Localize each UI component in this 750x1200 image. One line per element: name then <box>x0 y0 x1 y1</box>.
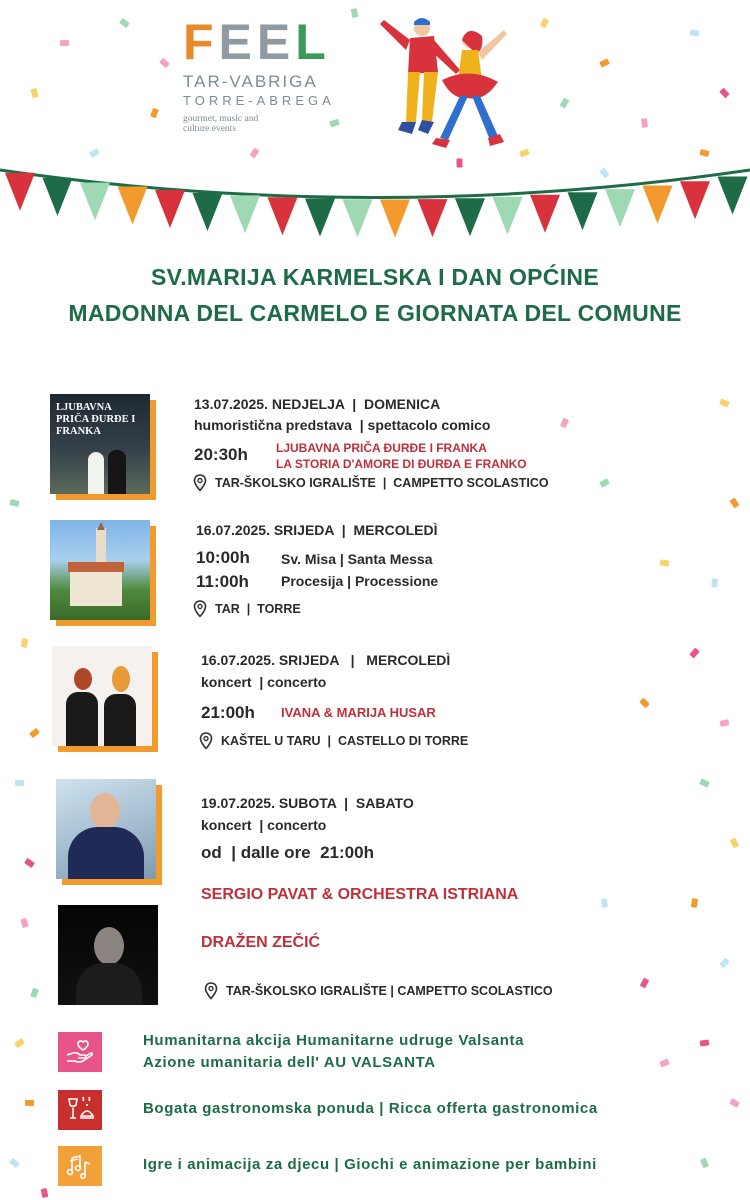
event-time: od | dalle ore 21:00h <box>201 843 374 862</box>
performer-head <box>90 793 120 829</box>
bunting-garland <box>0 150 750 250</box>
bunting-flag <box>268 197 298 235</box>
performer-head <box>94 927 124 965</box>
confetti-piece <box>641 118 648 128</box>
confetti-piece <box>9 1158 20 1168</box>
event-husar-concert <box>0 642 750 752</box>
event-location: TAR | TORRE <box>193 600 301 618</box>
event-location: TAR-ŠKOLSKO IGRALIŠTE | CAMPETTO SCOLASTICO <box>204 982 553 1000</box>
confetti-piece <box>729 1098 740 1108</box>
bunting-flag <box>118 187 148 225</box>
logo-wordmark <box>183 14 343 70</box>
bunting-flag <box>155 190 185 228</box>
confetti-piece <box>9 499 19 507</box>
event-type: koncert | concerto <box>201 817 327 833</box>
confetti-piece <box>659 1058 670 1067</box>
tower-spire <box>97 522 105 530</box>
singer-1 <box>66 692 98 746</box>
confetti-piece <box>119 18 130 28</box>
performer-photo-pavat <box>56 779 156 879</box>
logo-letter: E <box>256 14 292 70</box>
confetti-piece <box>719 88 730 99</box>
bride-figure <box>88 452 104 494</box>
zecic-photo <box>58 905 158 1005</box>
bunting-flag <box>568 192 598 230</box>
event-type: humoristična predstava | spettacolo comico <box>194 417 491 433</box>
event-saturday-concert <box>0 775 750 1015</box>
event-photo <box>52 646 152 746</box>
charity-hand-heart-icon <box>58 1032 102 1072</box>
event-location: KAŠTEL U TARU | CASTELLO DI TORRE <box>199 732 468 750</box>
event-headline <box>0 262 750 328</box>
bunting-flag <box>193 193 223 231</box>
church-building <box>70 570 122 606</box>
confetti-piece <box>30 88 38 98</box>
location-pin-icon <box>204 982 218 1000</box>
bunting-flag <box>418 199 448 237</box>
feature-gastronomy <box>58 1090 598 1130</box>
feature-kids-text: Igre i animacija za djecu | Giochi e animazione per bambini <box>143 1156 597 1173</box>
feature-kids <box>58 1146 597 1186</box>
logo-letter: F <box>183 14 215 70</box>
singer-1-hair <box>74 668 92 690</box>
singer-2 <box>104 694 136 746</box>
feature-charity-text: Humanitarna akcija Humanitarne udruge Valsanta Azione umanitaria dell' AU VALSANTA <box>143 1032 525 1071</box>
event-item-2: Procesija | Processione <box>281 573 439 589</box>
confetti-piece <box>700 1158 709 1169</box>
headline-croatian: SV.MARIJA KARMELSKA I DAN OPĆINE <box>151 264 599 290</box>
pavat-photo <box>56 779 156 879</box>
bunting-flag <box>43 178 73 216</box>
event-item-1: Sv. Misa | Santa Messa <box>281 551 433 567</box>
singers-photo <box>52 646 152 746</box>
logo-letter: E <box>218 14 253 70</box>
feel-logo <box>183 14 343 134</box>
bunting-flag <box>680 181 710 219</box>
performer-suit <box>68 827 144 879</box>
music-notes-icon <box>58 1146 102 1186</box>
church-photo <box>50 520 150 620</box>
bunting-flag <box>605 189 635 227</box>
event-date: 19.07.2025. SUBOTA | SABATO <box>201 795 414 811</box>
confetti-piece <box>540 18 549 29</box>
location-pin-icon <box>199 732 213 750</box>
performer-zecic: DRAŽEN ZEČIĆ <box>201 934 321 951</box>
confetti-piece <box>150 108 159 119</box>
bunting-flag <box>230 195 260 233</box>
dancing-couple-illustration <box>372 10 512 155</box>
logo-town: TAR-VABRIGA <box>183 72 318 91</box>
bunting-flag <box>5 173 35 211</box>
bunting-flag <box>493 197 523 235</box>
bunting-flag <box>80 182 110 220</box>
bunting-flag <box>718 177 748 215</box>
event-date: 16.07.2025. SRIJEDA | MERCOLEDÌ <box>196 522 438 538</box>
performer-suit <box>76 963 142 1005</box>
food-drink-icon <box>58 1090 102 1130</box>
bunting-flag <box>530 195 560 233</box>
confetti-piece <box>599 58 610 67</box>
event-title: LJUBAVNA PRIČA ĐURĐE I FRANKA LA STORIA D'AMORE DI ĐURĐA E FRANKO <box>276 441 527 471</box>
feature-charity <box>58 1032 525 1072</box>
confetti-piece <box>351 8 359 18</box>
singer-2-hair <box>112 666 130 692</box>
event-comedy-show <box>0 390 750 500</box>
confetti-piece <box>41 1188 49 1198</box>
event-poster <box>50 394 150 494</box>
logo-letter: L <box>295 14 327 70</box>
confetti-piece <box>25 1100 34 1106</box>
bunting-flag <box>380 199 410 237</box>
bunting-flag <box>305 199 335 237</box>
groom-figure <box>108 450 126 494</box>
location-pin-icon <box>193 474 207 492</box>
confetti-piece <box>60 40 69 46</box>
church-roof <box>68 562 124 572</box>
performer-pavat: SERGIO PAVAT & ORCHESTRA ISTRIANA <box>201 886 519 903</box>
confetti-piece <box>560 98 570 109</box>
event-time: 21:00h <box>201 703 255 722</box>
event-location: TAR-ŠKOLSKO IGRALIŠTE | CAMPETTO SCOLASTICO <box>193 474 549 492</box>
event-mass-procession <box>0 516 750 626</box>
event-time-2: 11:00h <box>196 572 249 591</box>
event-date: 16.07.2025. SRIJEDA | MERCOLEDÌ <box>201 652 451 668</box>
event-time-1: 10:00h <box>196 548 250 567</box>
feature-gastronomy-text: Bogata gastronomska ponuda | Ricca offerta gastronomica <box>143 1100 598 1117</box>
event-time: 20:30h <box>194 445 248 464</box>
confetti-piece <box>14 1038 25 1048</box>
location-pin-icon <box>193 600 207 618</box>
logo-town-it: TORRE-ABREGA <box>183 93 335 108</box>
bunting-flag <box>343 199 373 237</box>
event-date: 13.07.2025. NEDJELJA | DOMENICA <box>194 396 441 412</box>
event-photo <box>50 520 150 620</box>
event-type: koncert | concerto <box>201 674 327 690</box>
confetti-piece <box>700 1039 710 1046</box>
bunting-flag <box>643 186 673 224</box>
confetti-piece <box>690 29 700 36</box>
poster-title: LJUBAVNA PRIČA ĐURĐE I FRANKA <box>56 402 136 437</box>
performer-photo-zecic <box>58 905 158 1005</box>
poster-image <box>50 394 150 494</box>
logo-tagline: gourmet, music and culture events <box>183 114 259 134</box>
headline-italian: MADONNA DEL CARMELO E GIORNATA DEL COMUNE <box>68 300 682 326</box>
event-performer: IVANA & MARIJA HUSAR <box>281 705 436 720</box>
bunting-flag <box>455 198 485 236</box>
confetti-piece <box>159 58 170 68</box>
